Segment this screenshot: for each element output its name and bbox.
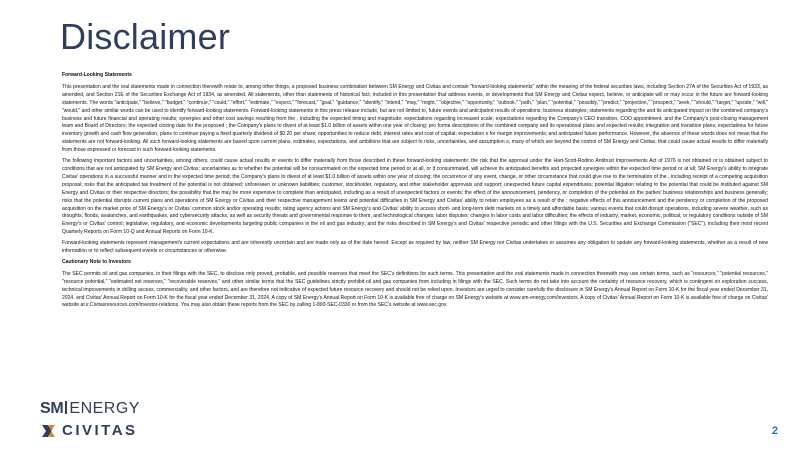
logo-divider — [65, 401, 67, 414]
civitas-mark-icon — [40, 423, 58, 439]
forward-looking-paragraph-3: Forward-looking statements represent management's current expectations and are inherently uncertain and are made only as of the date hereof. Except as required by law, neither SM Energy nor Civitas undertakes or assumes any obligation to update any forward-looking statements, whether as a result of new information or to reflect subsequent events or circumstances or otherwise. — [62, 240, 768, 255]
cautionary-note-paragraph: The SEC permits oil and gas companies, in their filings with the SEC, to disclose only proved, probable, and possible reserves that meet the SEC's definitions for such terms. This presentation and the oral statements made in connection therewith may use certain terms, such as "resources," "potential resources," "resource potential," "estimated net reserves," "recoverable reserves," and other similar terms that the SEC guidelines strictly prohibit oil and gas companies from including in filings with the SEC. Such terms do not take into account the certainty of resource recovery, which is contingent on exploration success, technical improvements in drilling access, commerciality, and other factors, and are therefore not indicative of expected future resource recovery and should not be relied upon. Investors are urged to consider carefully the disclosure in SM Energy's Annual Report on Form 10-K for the fiscal year ended December 31, 2024, and Civitas' Annual Report on Form 10-K for the fiscal year ended December 31, 2024. A copy of SM Energy's Annual Report on Form 10-K is available free of charge on SM Energy's website at www.sm-energy.com/investors. A copy of Civitas' Annual Report on Form 10-K is available free of charge on Civitas' website at ir.Civitasresources.com/investor-relations. You may also obtain these reports from the SEC by calling 1-800-SEC-0330 or from the SEC's website at www.sec.gov. — [62, 270, 768, 309]
civitas-logo — [40, 422, 138, 439]
disclaimer-body — [62, 72, 768, 313]
sm-logo-text: SM — [40, 400, 64, 417]
civitas-logo-text: CIVITAS — [62, 422, 138, 439]
cautionary-note-heading: Cautionary Note to Investors — [62, 258, 131, 265]
forward-looking-heading: Forward-Looking Statements — [62, 72, 132, 78]
page-number: 2 — [771, 425, 778, 437]
forward-looking-paragraph-2: The following important factors and uncertainties, among others, could cause actual results or events to differ materially from those described in these forward-looking statements: the risk that the approval under the Hart-Scott-Rodino Antitrust Improvements Act of 1976 is not obtained or is obtained subject to conditions that are not anticipated by SM Energy and Civitas; uncertainties as to whether the potential will be consummated on the expected time period or at all, or if consummated, will achieve its anticipated benefits and projected synergies within the expected time period or at all; SM Energy's ability to integrate Civitas' operations in a successful manner and in the expected time period; the Company's plans to divest of at least $1.0 billion of assets within one year of closing; the occurrence of any event, change, or other circumstance that could give rise to the termination of the , including receipt of a competing acquisition proposal; risks that the anticipated tax treatment of the potential is not obtained; unforeseen or unknown liabilities; customer, stockholder, regulatory, and other stakeholder approvals and support; unexpected future capital expenditures; potential litigation relating to the potential that could be instituted against SM Energy and Civitas or their respective directors; the possibility that the may be more expensive to complete than anticipated, including as a result of unexpected factors or events; the effect of the announcement, pendency, or completion of the potential on the parties' business relationships and business generally; risks that the potential disrupts current plans and operations of SM Energy or Civitas and their respective management teams and potential difficulties in SM Energy and Civitas' ability to retain employees as a result of the ; negative effects of this announcement and the pendency or completion of the proposed acquisition on the market price of SM Energy's or Civitas' common stock and/or operating results; rating agency actions and SM Energy's and Civitas' ability to access short- and long-term debt markets on a timely and affordable basis; various events that could disrupt operations, including severe weather, such as droughts, floods, avalanches, and earthquakes, and cybersecurity attacks, as well as security threats and governmental response to them, and technological changes; labor disputes; changes in labor costs and labor difficulties; the effects of industry, market, economic, political, or regulatory conditions outside of SM Energy's or Civitas' control; legislative, regulatory, and economic developments targeting public companies in the oil and gas industry; and the risks described in SM Energy's and Civitas' respective periodic and other filings with the U.S. Securities and Exchange Commission ("SEC"), including their most recent Quarterly Reports on Form 10-Q and Annual Reports on Form 10-K. — [62, 158, 768, 236]
sm-energy-logo — [40, 400, 140, 418]
page-title: Disclaimer — [60, 16, 231, 57]
energy-logo-text: ENERGY — [69, 400, 140, 417]
forward-looking-paragraph-1: This presentation and the oral statements made in connection therewith relate to, among other things, a proposed business combination between SM Energy and Civitas and contain "forward-looking statements" within the meaning of the federal securities laws, including Section 27A of the Securities Act of 1933, as amended, and Section 21E of the Securities Exchange Act of 1934, as amended. All statements, other than statements of historical fact, included in this presentation that address events, or developments that SM Energy and Civitas expect, believe, or anticipate will or may occur in the future are forward-looking statements. The words "anticipate," "believe," "budget," "continue," "could," "effort," "estimate," "expect," "forecast," "goal," "guidance," "identify," "intend," "may," "might," "objective," "opportunity," "outlook," "path," "plan," "potential," "possibly," "predict," "projection," "prospect," "seek," "should," "target," "upside," "will," "would," and other similar words can be used to identify forward-looking statements. Forward-looking statements in this press release include, but are not limited to, future events and anticipated results of operations; business strategies; statements regarding the and its anticipated impact on the combined company's business and future financial and operating results; synergies and other cost savings resulting from the , including the expected timing and magnitude; expectations regarding increased scale; expectations regarding the Company's CEO transition, COO appointment, and the Company's post-closing management team and Board of Directors; the expected closing date for the proposed ; the Company's plans to divest of at least $1.0 billion of assets within one year of closing; pro forma descriptions of the combined company and its operational plans and expected results; integration and transition plans; expectations for future inventory growth and cash flow generation, plans to continue paying a fixed quarterly dividend of $0.20 per share; opportunities to reduce debt, interest rates and cost of capital; expectation s for margin improvements; and anticipated future performance. However, the absence of these words does not mean that the statements are not forward-looking. All such forward-looking statements are based upon current plans, estimates, expectations, and ambitions that are subject to risks, uncertainties, and assumption s, many of which are beyond the control of SM Energy and Civitas, that could cause actual results to differ materially from those expressed or forecast in such forward-looking statements. — [62, 83, 768, 154]
company-logos — [40, 400, 160, 442]
